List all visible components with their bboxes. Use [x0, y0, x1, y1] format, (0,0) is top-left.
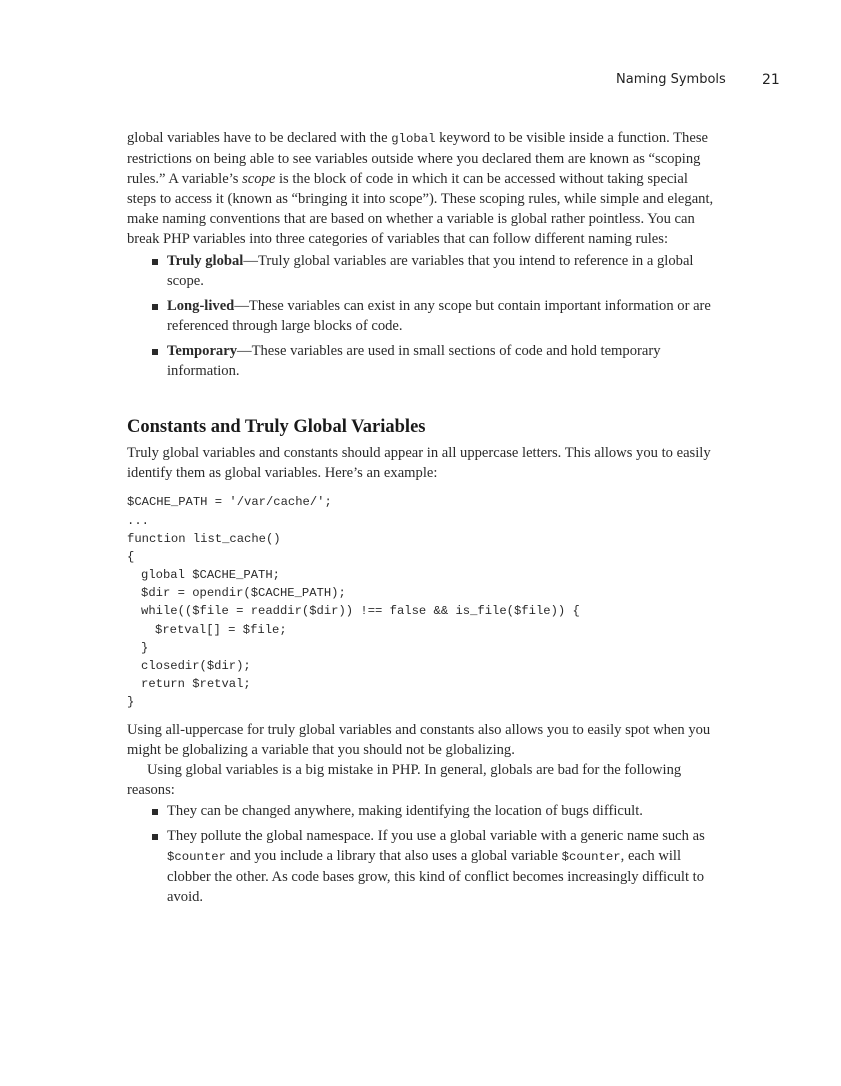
code-line: global $CACHE_PATH;	[141, 568, 280, 583]
globals-bad-paragraph: Using global variables is a big mistake in PHP. In general, globals are bad for the following reasons:	[127, 761, 682, 798]
inline-code-counter: $counter	[167, 850, 227, 865]
intro-paragraph	[127, 128, 719, 250]
reason-text: They pollute the global namespace. If you use a global variable with a generic name such as	[167, 828, 705, 845]
definition-truly-global: —Truly global variables are variables that you intend to reference in a global scope.	[167, 252, 694, 289]
running-head	[0, 72, 841, 90]
term-truly-global: Truly global	[167, 252, 244, 269]
bullet-marker	[152, 304, 158, 310]
variable-categories-list	[127, 251, 719, 382]
intro-text-1: global variables have to be declared with the	[127, 130, 392, 146]
list-item-reason-bugs	[127, 801, 719, 821]
code-line: $dir = opendir($CACHE_PATH);	[141, 586, 346, 601]
reason-text: They can be changed anywhere, making identifying the location of bugs difficult.	[167, 802, 643, 819]
reasons-list	[127, 801, 719, 907]
code-line: while(($file = readdir($dir)) !== false && is_file($file)) {	[141, 604, 580, 619]
inline-code-global: global	[391, 132, 436, 146]
intro-text-2: keyword to be visible inside a function. These restrictions on being able to see variables outside where you declared them are known as “scoping rules.” A variable’s	[127, 130, 708, 188]
code-line: }	[127, 695, 135, 710]
code-line: {	[127, 549, 135, 564]
bullet-marker	[152, 834, 158, 840]
section-heading: Constants and Truly Global Variables	[127, 417, 426, 438]
reason-text: , each will clobber the other. As code bases grow, this kind of conflict becomes increasingly difficult to avoid.	[167, 848, 704, 906]
code-line: return $retval;	[141, 677, 251, 692]
uppercase-paragraph: Using all-uppercase for truly global variables and constants also allows you to easily spot when you might be globalizing a variable that you should not be globalizing.	[127, 721, 711, 758]
term-long-lived: Long-lived	[167, 297, 235, 314]
code-line: $retval[] = $file;	[155, 622, 287, 637]
bullet-marker	[152, 809, 158, 815]
intro-text-3: is the block of code in which it can be accessed without taking special steps to access it (known as “bringing it into scope”). These scoping rules, while simple and elegant, make naming conventions that are based on whether a variable is global rather pointless. You can break PHP variables into three categories of variables that can follow different naming rules:	[127, 171, 714, 248]
inline-code-counter: $counter	[561, 850, 621, 865]
term-temporary: Temporary	[167, 342, 237, 359]
code-line: $CACHE_PATH = '/var/cache/';	[127, 495, 332, 510]
page-number: 21	[762, 72, 780, 88]
code-line: ...	[127, 513, 149, 528]
list-item-reason-namespace	[127, 826, 719, 907]
list-item-truly-global	[127, 251, 719, 291]
section-intro-paragraph: Truly global variables and constants should appear in all uppercase letters. This allows you to easily identify them as global variables. Here’s an example:	[127, 445, 711, 482]
emphasis-scope: scope	[242, 171, 276, 188]
code-line: closedir($dir);	[141, 659, 251, 673]
page-body	[127, 128, 719, 912]
running-head-title: Naming Symbols	[616, 72, 726, 87]
code-line: }	[141, 640, 149, 655]
list-item-temporary	[127, 341, 719, 381]
code-listing	[127, 493, 719, 711]
list-item-long-lived	[127, 296, 719, 336]
definition-long-lived: —These variables can exist in any scope but contain important information or are referenced through large blocks of code.	[167, 297, 711, 334]
bullet-marker	[152, 259, 158, 265]
definition-temporary: —These variables are used in small sections of code and hold temporary information.	[167, 342, 661, 380]
reason-text: and you include a library that also uses a global variable	[226, 848, 562, 865]
bullet-marker	[152, 349, 158, 355]
code-line: function list_cache()	[127, 531, 281, 546]
